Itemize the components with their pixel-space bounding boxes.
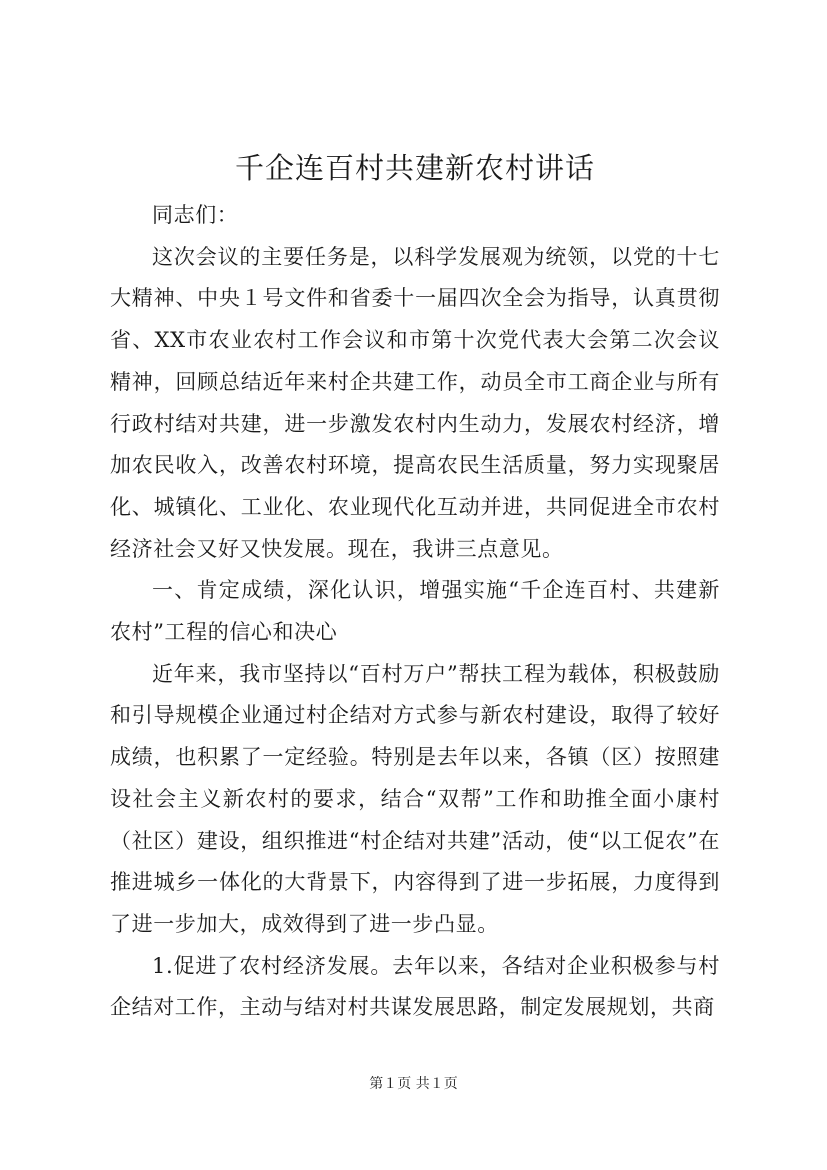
salutation-paragraph: 同志们： [152,203,239,227]
intro-paragraph: 这次会议的主要任务是，以科学发展观为统领，以党的十七大精神、中央１号文件和省委十一届四次全会为指导，认真贯彻省、XX市农业农村工作会议和市第十次党代表大会第二次会议精神，回顾总结近年来村企共建工作，动员全市工商企业与所有行政村结对共建，进一步激发农村内生动力，发展农村经济，增加农民收入，改善农村环境，提高农民生活质量，努力实现聚居化、城镇化、工业化、农业现代化互动并进，共同促进全市农村经济社会又好又快发展。现在，我讲三点意见。 [110,244,720,561]
document-body [110,195,720,1029]
body-paragraph: 近年来，我市坚持以“百村万户”帮扶工程为载体，积极鼓励和引导规模企业通过村企结对方式参与新农村建设，取得了较好成绩，也积累了一定经验。特别是去年以来，各镇（区）按照建设社会主义新农村的要求，结合“双帮”工作和助推全面小康村（社区）建设，组织推进“村企结对共建”活动，使“以工促农”在推进城乡一体化的大背景下，内容得到了进一步拓展，力度得到了进一步加大，成效得到了进一步凸显。 [110,661,720,936]
point-1-paragraph: 1.促进了农村经济发展。去年以来，各结对企业积极参与村企结对工作，主动与结对村共谋发展思路，制定发展规划，共商 [110,953,720,1020]
section-heading-1: 一、肯定成绩，深化认识，增强实施“千企连百村、共建新农村”工程的信心和决心 [110,578,720,645]
document-title: 千企连百村共建新农村讲话 [234,151,595,185]
page-footer: 第１页 共１页 [369,1076,458,1092]
